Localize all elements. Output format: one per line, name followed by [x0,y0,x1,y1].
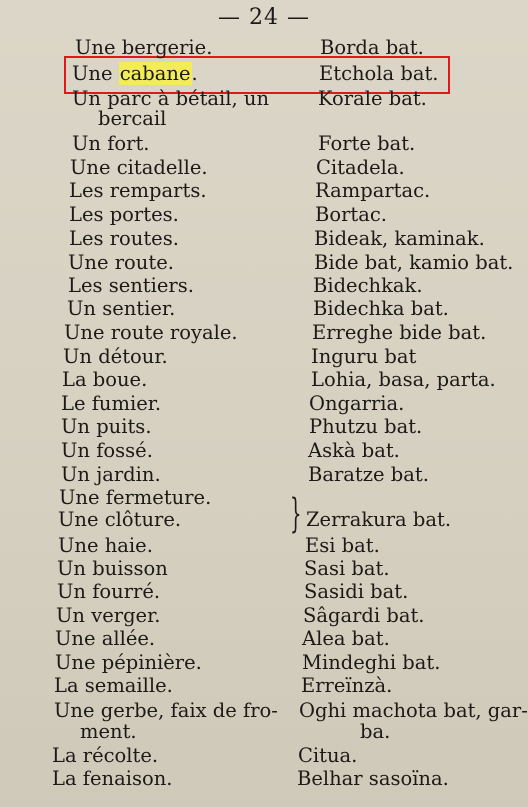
french-term: Les sentiers. [68,274,194,297]
basque-term: Citua. [298,744,358,767]
french-term: Une route. [68,251,174,274]
french-term: Une route royale. [64,321,238,344]
french-term: Le fumier. [61,392,162,415]
basque-term: Bidechka bat. [313,297,449,320]
french-term: Une cabane. [72,62,198,85]
french-term: Les portes. [69,203,179,226]
basque-term: Lohia, basa, parta. [311,368,496,391]
french-term: Une fermeture. [59,486,212,509]
french-term: Les routes. [69,227,179,250]
basque-term: Bide bat, kamio bat. [314,251,514,274]
french-term: Une haie. [58,534,153,557]
highlighted-word: cabane [119,62,191,85]
french-term: Un fossé. [61,439,153,462]
french-term: Un fort. [72,132,150,155]
french-term: Un sentier. [67,297,176,320]
french-term: Une citadelle. [70,156,208,179]
french-term: La semaille. [54,674,173,697]
basque-term: Erreïnzà. [301,674,393,697]
french-term: La fenaison. [52,767,173,790]
basque-term: Belhar sasoïna. [297,767,449,790]
basque-term: Ongarria. [309,392,405,415]
basque-term: Forte bat. [318,132,416,155]
basque-term: Zerrakura bat. [306,508,452,531]
french-term: La récolte. [52,744,159,767]
basque-term: Sâgardi bat. [303,604,425,627]
french-term: Une clôture. [58,508,182,531]
curly-brace: } [290,491,302,537]
french-term: Une gerbe, faix de fro- [54,699,278,722]
french-term: ment. [80,720,137,743]
french-term: Un verger. [56,604,161,627]
basque-term: Alea bat. [302,627,390,650]
french-term: Un détour. [63,345,168,368]
basque-term: Sasi bat. [304,557,390,580]
basque-term: Sasidi bat. [304,580,409,603]
french-term: Une pépinière. [55,651,202,674]
basque-term: Esi bat. [305,534,380,557]
basque-term: Bideak, kaminak. [314,227,485,250]
french-term: Un fourré. [57,580,161,603]
basque-term: Rampartac. [315,179,431,202]
basque-term: ba. [360,720,391,743]
basque-term: Askà bat. [308,439,400,462]
french-term: Les remparts. [69,179,207,202]
basque-term: Inguru bat [311,345,417,368]
basque-term: Baratze bat. [308,463,429,486]
french-term: bercail [98,107,167,130]
basque-term: Borda bat. [320,36,424,59]
french-term: Un parc à bétail, un [72,87,270,110]
french-term: Un puits. [61,415,152,438]
basque-term: Bortac. [315,203,387,226]
basque-term: Erreghe bide bat. [312,321,487,344]
basque-term: Oghi machota bat, gar- [299,699,528,722]
page-number: — 24 — [218,5,310,30]
french-term: Une bergerie. [75,36,213,59]
basque-term: Phutzu bat. [309,415,423,438]
basque-term: Citadela. [316,156,405,179]
french-term: Un jardin. [61,463,161,486]
french-term: Un buisson [57,557,168,580]
basque-term: Korale bat. [318,87,427,110]
basque-term: Mindeghi bat. [302,651,441,674]
french-term: La boue. [62,368,148,391]
french-term: Une allée. [55,627,156,650]
basque-term: Etchola bat. [319,62,439,85]
basque-term: Bidechkak. [313,274,423,297]
